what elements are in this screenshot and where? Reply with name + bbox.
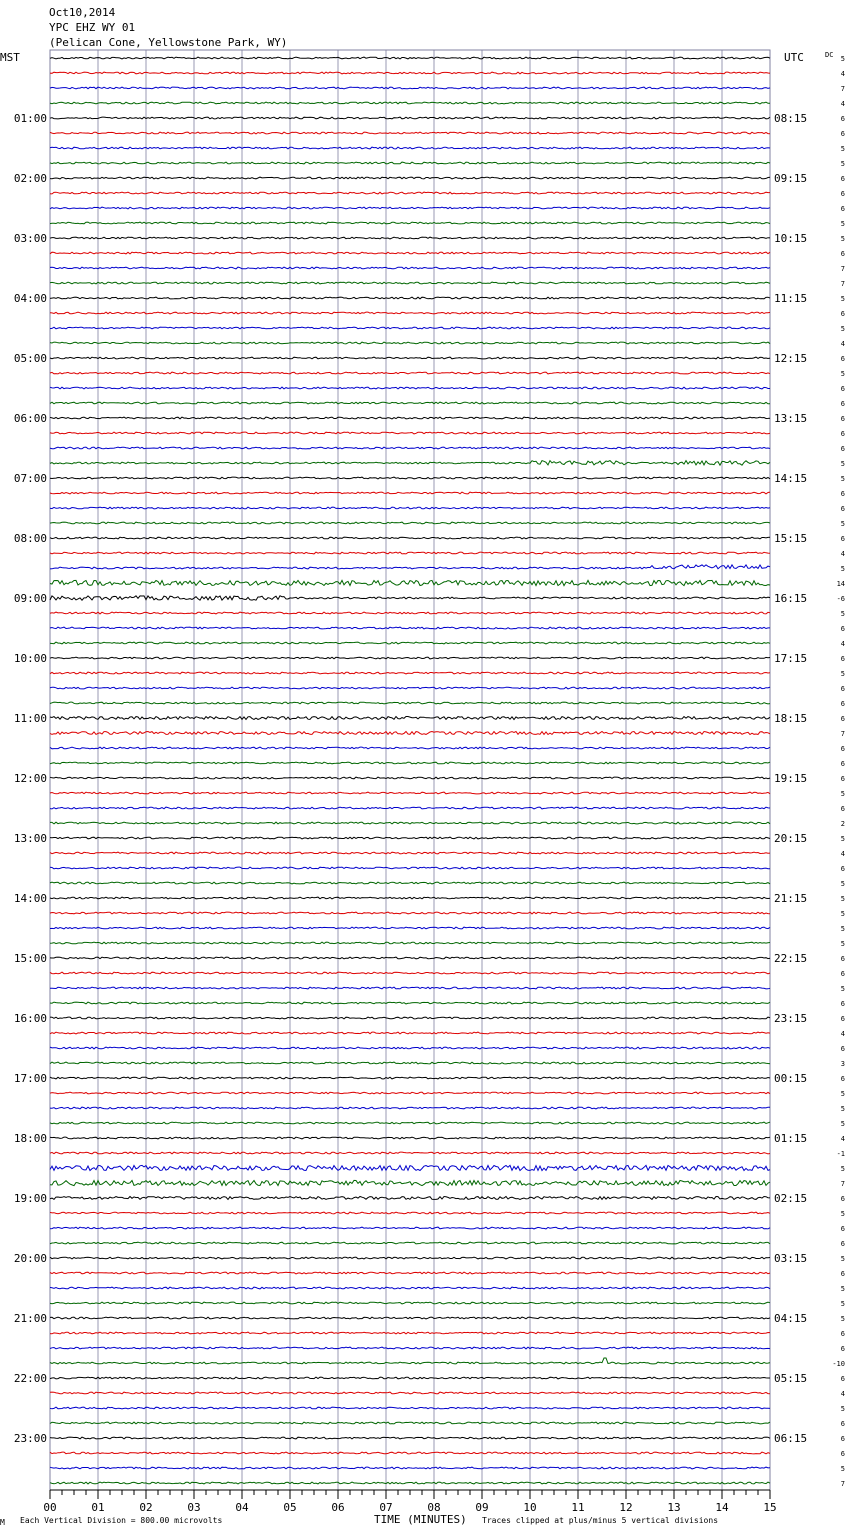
dc-offset-value: 5 <box>840 1165 845 1173</box>
trace-53 <box>50 852 770 854</box>
dc-offset-value: 4 <box>840 850 845 858</box>
dc-offset-value: 5 <box>840 1120 845 1128</box>
trace-72 <box>50 1137 770 1139</box>
trace-52 <box>50 837 770 839</box>
trace-23 <box>50 402 770 404</box>
trace-20 <box>50 357 770 359</box>
utc-hour-label: 23:15 <box>774 1012 808 1025</box>
right-zone-label: UTC <box>784 51 804 64</box>
mst-hour-label: 15:00 <box>13 952 47 965</box>
dc-offset-value: 4 <box>840 550 845 558</box>
mst-hour-label: 18:00 <box>13 1132 47 1145</box>
dc-offset-value: 5 <box>840 790 845 798</box>
dc-offset-value: 6 <box>840 1420 845 1428</box>
trace-88 <box>50 1377 770 1379</box>
x-tick-label: 11 <box>571 1501 585 1514</box>
trace-89 <box>50 1392 770 1394</box>
dc-offset-value: 5 <box>840 985 845 993</box>
trace-32 <box>50 537 770 539</box>
trace-35 <box>50 580 770 585</box>
dc-offset-value: 6 <box>840 1015 845 1023</box>
trace-86 <box>50 1347 770 1349</box>
seismic-traces <box>50 57 770 1484</box>
trace-92 <box>50 1437 770 1439</box>
utc-hour-label: 15:15 <box>774 532 808 545</box>
mst-hour-label: 01:00 <box>13 112 47 125</box>
dc-offset-value: 5 <box>840 220 845 228</box>
dc-offset-value: 5 <box>840 325 845 333</box>
trace-1 <box>50 72 770 74</box>
trace-42 <box>50 687 770 689</box>
trace-0 <box>50 57 770 59</box>
trace-12 <box>50 237 770 239</box>
trace-76 <box>50 1197 770 1200</box>
x-tick-label: 05 <box>283 1501 297 1514</box>
trace-6 <box>50 147 770 149</box>
time-axis <box>43 1490 776 1514</box>
dc-offset-value: 5 <box>840 1255 845 1263</box>
dc-offset-value: 6 <box>840 355 845 363</box>
dc-offset-value: 5 <box>840 1285 845 1293</box>
trace-84 <box>50 1317 770 1319</box>
dc-offset-value: 6 <box>840 205 845 213</box>
mst-hour-label: 23:00 <box>13 1432 47 1445</box>
dc-offset-value: 6 <box>840 490 845 498</box>
trace-30 <box>50 507 770 509</box>
dc-offset-value: 4 <box>840 640 845 648</box>
dc-offset-value: 5 <box>840 610 845 618</box>
trace-18 <box>50 327 770 329</box>
x-tick-label: 14 <box>715 1501 729 1514</box>
dc-offset-value: 6 <box>840 760 845 768</box>
utc-hour-label: 16:15 <box>774 592 808 605</box>
x-tick-label: 13 <box>667 1501 681 1514</box>
dc-offset-value: 4 <box>840 1030 845 1038</box>
utc-hour-label: 11:15 <box>774 292 808 305</box>
dc-offset-value: 6 <box>840 775 845 783</box>
trace-38 <box>50 627 770 629</box>
trace-58 <box>50 927 770 929</box>
utc-hour-label: 03:15 <box>774 1252 808 1265</box>
trace-5 <box>50 132 770 134</box>
dc-offset-value: 5 <box>840 460 845 468</box>
trace-93 <box>50 1452 770 1454</box>
trace-49 <box>50 792 770 794</box>
trace-64 <box>50 1017 770 1019</box>
x-tick-label: 07 <box>379 1501 393 1514</box>
dc-offset-value: 6 <box>840 175 845 183</box>
utc-hour-label: 21:15 <box>774 892 808 905</box>
trace-10 <box>50 207 770 209</box>
dc-offset-value: 6 <box>840 1240 845 1248</box>
trace-61 <box>50 972 770 974</box>
dc-offset-value: 5 <box>840 1105 845 1113</box>
x-tick-label: 06 <box>331 1501 345 1514</box>
trace-60 <box>50 957 770 959</box>
trace-65 <box>50 1032 770 1034</box>
dc-offset-value: 7 <box>840 85 845 93</box>
dc-offset-value: 6 <box>840 115 845 123</box>
x-tick-label: 08 <box>427 1501 441 1514</box>
trace-54 <box>50 867 770 869</box>
trace-8 <box>50 177 770 179</box>
dc-offset-value: 6 <box>840 745 845 753</box>
utc-hour-label: 06:15 <box>774 1432 808 1445</box>
dc-offset-value: 6 <box>840 310 845 318</box>
x-tick-label: 12 <box>619 1501 633 1514</box>
dc-offset-value: 6 <box>840 625 845 633</box>
trace-63 <box>50 1002 770 1004</box>
dc-offset-value: 6 <box>840 715 845 723</box>
utc-hour-label: 17:15 <box>774 652 808 665</box>
dc-offset-value: 5 <box>840 670 845 678</box>
dc-offset-value: -1 <box>836 1150 845 1158</box>
dc-offset-value: 6 <box>840 1375 845 1383</box>
trace-37 <box>50 612 770 614</box>
trace-14 <box>50 267 770 269</box>
trace-45 <box>50 732 770 735</box>
trace-67 <box>50 1062 770 1064</box>
dc-offset-value: 4 <box>840 340 845 348</box>
x-tick-label: 10 <box>523 1501 537 1514</box>
corner-mark: M <box>0 1518 5 1527</box>
x-axis-title: TIME (MINUTES) <box>374 1513 467 1526</box>
trace-24 <box>50 417 770 419</box>
dc-offset-value: 6 <box>840 955 845 963</box>
trace-47 <box>50 762 770 764</box>
mst-hour-label: 07:00 <box>13 472 47 485</box>
trace-57 <box>50 912 770 914</box>
dc-offset-value: 5 <box>840 55 845 63</box>
trace-87 <box>50 1358 770 1364</box>
dc-offset-value: 5 <box>840 895 845 903</box>
dc-offset-value: 6 <box>840 1450 845 1458</box>
trace-41 <box>50 672 770 674</box>
dc-offset-value: 4 <box>840 1390 845 1398</box>
dc-offset-value: 5 <box>840 565 845 573</box>
trace-83 <box>50 1302 770 1304</box>
x-tick-label: 03 <box>187 1501 201 1514</box>
dc-offset-value: 5 <box>840 145 845 153</box>
dc-offset-value: 5 <box>840 1405 845 1413</box>
trace-71 <box>50 1122 770 1124</box>
mst-hour-label: 06:00 <box>13 412 47 425</box>
utc-hour-label: 22:15 <box>774 952 808 965</box>
trace-75 <box>50 1180 770 1185</box>
mst-hour-label: 19:00 <box>13 1192 47 1205</box>
dc-offset-value: 5 <box>840 1090 845 1098</box>
dc-offset-value: 4 <box>840 1135 845 1143</box>
mst-hour-label: 16:00 <box>13 1012 47 1025</box>
utc-hour-label: 01:15 <box>774 1132 808 1145</box>
mst-hour-label: 14:00 <box>13 892 47 905</box>
dc-offset-value: 6 <box>840 1045 845 1053</box>
dc-offset-value: 6 <box>840 700 845 708</box>
utc-hour-label: 04:15 <box>774 1312 808 1325</box>
dc-offset-value: 6 <box>840 1345 845 1353</box>
trace-74 <box>50 1165 770 1170</box>
trace-81 <box>50 1272 770 1274</box>
x-tick-label: 00 <box>43 1501 57 1514</box>
chart-location: (Pelican Cone, Yellowstone Park, WY) <box>49 36 288 49</box>
trace-80 <box>50 1257 770 1259</box>
utc-hour-label: 19:15 <box>774 772 808 785</box>
x-tick-label: 01 <box>91 1501 105 1514</box>
trace-33 <box>50 552 770 554</box>
trace-78 <box>50 1227 770 1229</box>
trace-51 <box>50 822 770 824</box>
dc-offset-value: 6 <box>840 655 845 663</box>
dc-offset-value: 7 <box>840 1480 845 1488</box>
dc-offset-value: 6 <box>840 415 845 423</box>
trace-25 <box>50 432 770 434</box>
mst-hour-label: 03:00 <box>13 232 47 245</box>
dc-offset-value: 5 <box>840 520 845 528</box>
trace-48 <box>50 777 770 779</box>
mst-hour-label: 08:00 <box>13 532 47 545</box>
trace-94 <box>50 1467 770 1469</box>
x-tick-label: 15 <box>763 1501 777 1514</box>
x-tick-label: 04 <box>235 1501 249 1514</box>
mst-hour-label: 11:00 <box>13 712 47 725</box>
chart-date: Oct10,2014 <box>49 6 116 19</box>
trace-50 <box>50 807 770 809</box>
trace-79 <box>50 1242 770 1244</box>
trace-4 <box>50 117 770 119</box>
dc-offset-value: 6 <box>840 1000 845 1008</box>
dc-offset-value: -10 <box>832 1360 845 1368</box>
mst-hour-label: 04:00 <box>13 292 47 305</box>
trace-85 <box>50 1332 770 1334</box>
dc-offset-value: 5 <box>840 1300 845 1308</box>
mst-hour-label: 05:00 <box>13 352 47 365</box>
mst-hour-label: 02:00 <box>13 172 47 185</box>
scale-note: Each Vertical Division = 800.00 microvolts <box>20 1516 223 1525</box>
mst-hour-label: 21:00 <box>13 1312 47 1325</box>
mst-hour-label: 17:00 <box>13 1072 47 1085</box>
dc-offset-value: 6 <box>840 805 845 813</box>
dc-offset-value: 6 <box>840 1195 845 1203</box>
dc-offset-value: 4 <box>840 100 845 108</box>
dc-offset-value: 5 <box>840 295 845 303</box>
dc-offset-value: 6 <box>840 505 845 513</box>
trace-15 <box>50 282 770 284</box>
trace-27 <box>50 461 770 466</box>
mst-hour-label: 12:00 <box>13 772 47 785</box>
trace-90 <box>50 1407 770 1409</box>
trace-73 <box>50 1152 770 1154</box>
trace-62 <box>50 987 770 989</box>
dc-offset-value: 5 <box>840 235 845 243</box>
utc-hour-label: 18:15 <box>774 712 808 725</box>
dc-offset-value: 6 <box>840 130 845 138</box>
dc-offset-value: 5 <box>840 910 845 918</box>
trace-17 <box>50 312 770 314</box>
dc-header-label: DC <box>825 51 834 59</box>
trace-40 <box>50 657 770 659</box>
dc-offset-value: 6 <box>840 250 845 258</box>
trace-16 <box>50 297 770 299</box>
utc-hour-label: 14:15 <box>774 472 808 485</box>
dc-offset-value: 6 <box>840 400 845 408</box>
utc-hour-label: 05:15 <box>774 1372 808 1385</box>
dc-offset-value: 7 <box>840 730 845 738</box>
trace-26 <box>50 447 770 449</box>
dc-offset-value: 2 <box>840 820 845 828</box>
trace-31 <box>50 522 770 524</box>
utc-hour-label: 09:15 <box>774 172 808 185</box>
x-tick-label: 02 <box>139 1501 153 1514</box>
trace-22 <box>50 387 770 389</box>
utc-hour-label: 10:15 <box>774 232 808 245</box>
dc-offset-value: 5 <box>840 835 845 843</box>
dc-offset-value: 5 <box>840 925 845 933</box>
trace-55 <box>50 882 770 884</box>
dc-offset-value: 5 <box>840 475 845 483</box>
dc-offset-value: 6 <box>840 1075 845 1083</box>
dc-offset-value: 6 <box>840 1435 845 1443</box>
dc-offset-value: 14 <box>836 580 845 588</box>
trace-43 <box>50 702 770 704</box>
trace-19 <box>50 342 770 344</box>
dc-offset-value: 5 <box>840 160 845 168</box>
dc-offset-value: 6 <box>840 685 845 693</box>
dc-offset-value: 6 <box>840 1225 845 1233</box>
trace-70 <box>50 1107 770 1109</box>
dc-offset-value: 3 <box>840 1060 845 1068</box>
dc-offset-value: 7 <box>840 280 845 288</box>
trace-44 <box>50 717 770 720</box>
trace-21 <box>50 372 770 374</box>
dc-offset-value: 5 <box>840 370 845 378</box>
trace-95 <box>50 1482 770 1484</box>
trace-77 <box>50 1212 770 1214</box>
dc-offset-value: 6 <box>840 190 845 198</box>
dc-offset-labels <box>832 55 845 1488</box>
trace-34 <box>50 565 770 569</box>
utc-hour-label: 13:15 <box>774 412 808 425</box>
dc-offset-value: 4 <box>840 70 845 78</box>
mst-hour-label: 20:00 <box>13 1252 47 1265</box>
utc-hour-label: 08:15 <box>774 112 808 125</box>
trace-28 <box>50 477 770 479</box>
dc-offset-value: 6 <box>840 445 845 453</box>
utc-hour-label: 12:15 <box>774 352 808 365</box>
trace-66 <box>50 1047 770 1049</box>
x-tick-label: 09 <box>475 1501 489 1514</box>
mst-hour-label: 13:00 <box>13 832 47 845</box>
dc-offset-value: 6 <box>840 1270 845 1278</box>
dc-offset-value: 5 <box>840 880 845 888</box>
trace-59 <box>50 942 770 944</box>
trace-36 <box>50 596 770 600</box>
trace-39 <box>50 642 770 644</box>
dc-offset-value: 7 <box>840 265 845 273</box>
dc-offset-value: 7 <box>840 1180 845 1188</box>
trace-82 <box>50 1287 770 1289</box>
trace-7 <box>50 162 770 164</box>
trace-91 <box>50 1422 770 1424</box>
trace-2 <box>50 87 770 89</box>
dc-offset-value: 5 <box>840 1465 845 1473</box>
trace-3 <box>50 102 770 104</box>
trace-56 <box>50 897 770 899</box>
left-zone-label: MST <box>0 51 20 64</box>
trace-68 <box>50 1077 770 1079</box>
dc-offset-value: -6 <box>836 595 845 603</box>
dc-offset-value: 6 <box>840 385 845 393</box>
mst-hour-label: 09:00 <box>13 592 47 605</box>
mst-hour-label: 10:00 <box>13 652 47 665</box>
trace-46 <box>50 747 770 749</box>
dc-offset-value: 6 <box>840 535 845 543</box>
trace-13 <box>50 252 770 254</box>
trace-11 <box>50 222 770 224</box>
trace-29 <box>50 492 770 494</box>
chart-station: YPC EHZ WY 01 <box>49 21 136 34</box>
utc-hour-label: 20:15 <box>774 832 808 845</box>
dc-offset-value: 5 <box>840 1315 845 1323</box>
dc-offset-value: 6 <box>840 970 845 978</box>
dc-offset-value: 5 <box>840 1210 845 1218</box>
dc-offset-value: 6 <box>840 430 845 438</box>
utc-hour-label: 02:15 <box>774 1192 808 1205</box>
dc-offset-value: 6 <box>840 865 845 873</box>
dc-offset-value: 6 <box>840 1330 845 1338</box>
dc-offset-value: 5 <box>840 940 845 948</box>
clip-note: Traces clipped at plus/minus 5 vertical divisions <box>482 1516 719 1525</box>
mst-hour-label: 22:00 <box>13 1372 47 1385</box>
trace-69 <box>50 1092 770 1094</box>
trace-9 <box>50 192 770 194</box>
utc-hour-label: 00:15 <box>774 1072 808 1085</box>
